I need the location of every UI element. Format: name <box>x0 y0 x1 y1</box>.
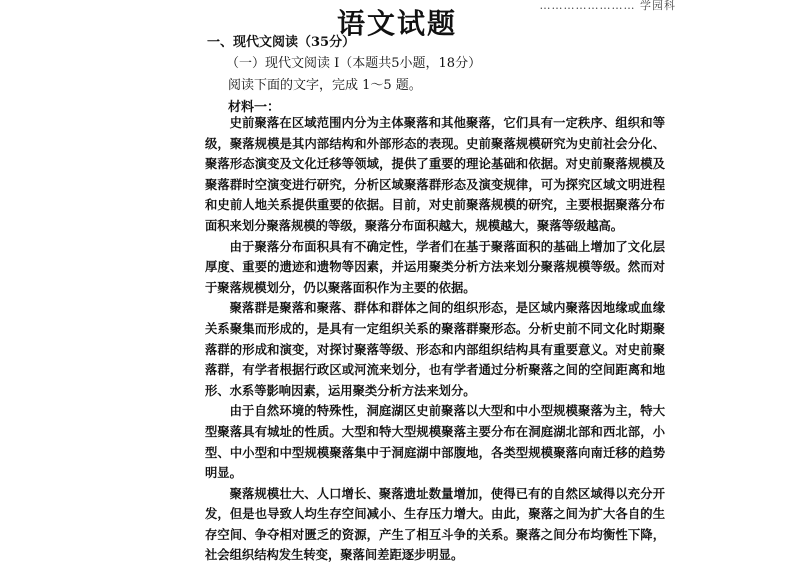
paragraph-1: 史前聚落在区域范围内分为主体聚落和其他聚落，它们具有一定秩序、组织和等级，聚落规模是其内部结构和外部形态的表现。史前聚落规模研究为史前社会分化、聚落形态演变及文化迁移等领域，提供了重要的理论基础和依据。对史前聚落规模及聚落群时空演变进行研究，分析区域聚落群形态及演变规律，可为探究区域文明进程和史前人地关系提供重要的依据。目前，对史前聚落规模的研究，主要根据聚落分布面积来划分聚落规模的等级，聚落分布面积越大，规模越大，聚落等级越高。 <box>205 115 665 233</box>
section-heading: 一、现代文阅读（35分） <box>207 35 356 50</box>
paragraph-4: 由于自然环境的特殊性，洞庭湖区史前聚落以大型和中小型规模聚落为主，特大型聚落具有城址的性质。大型和特大型规模聚落主要分布在洞庭湖北部和西北部，小型、中小型和中型规模聚落集中于洞庭湖中部腹地，各类型规模聚落向南迁移的趋势明显。 <box>205 403 665 481</box>
paragraph-5: 聚落规模壮大、人口增长、聚落遗址数量增加，使得已有的自然区域得以充分开发，但是也导致人均生存空间减小、生存压力增大。由此，聚落之间为扩大各自的生存空间、争夺相对匮乏的资源，产生了相互斗争的关系。聚落之间分布均衡性下降，社会组织结构发生转变，聚落间差距逐步明显。 <box>205 485 665 563</box>
subsection-heading: （一）现代文阅读 I（本题共5小题，18分） <box>226 56 482 71</box>
material-label: 材料一： <box>228 100 281 115</box>
page-title: 语文试题 <box>336 7 457 40</box>
passage-body <box>205 113 665 566</box>
paragraph-3: 聚落群是聚落和聚落、群体和群体之间的组织形态，是区域内聚落因地缘或血缘关系聚集而形成的，是具有一定组织关系的聚落群聚形态。分析史前不同文化时期聚落群的形成和演变，对探讨聚落等级、形态和内部组织结构具有重要意义。对史前聚落群，有学者根据行政区或河流来划分，也有学者通过分析聚落之间的空间距离和地形、水系等影响因素，运用聚类分析方法来划分。 <box>205 300 665 398</box>
paragraph-2: 由于聚落分布面积具有不确定性，学者们在基于聚落面积的基础上增加了文化层厚度、重要的遗迹和遗物等因素，并运用聚类分析方法来划分聚落规模等级。然而对于聚落规模划分，仍以聚落面积作为主要的依据。 <box>205 238 665 295</box>
header-top-mark: …………………… 学园科 <box>539 0 676 12</box>
reading-instruction: 阅读下面的文字，完成 1～5 题。 <box>228 78 422 93</box>
